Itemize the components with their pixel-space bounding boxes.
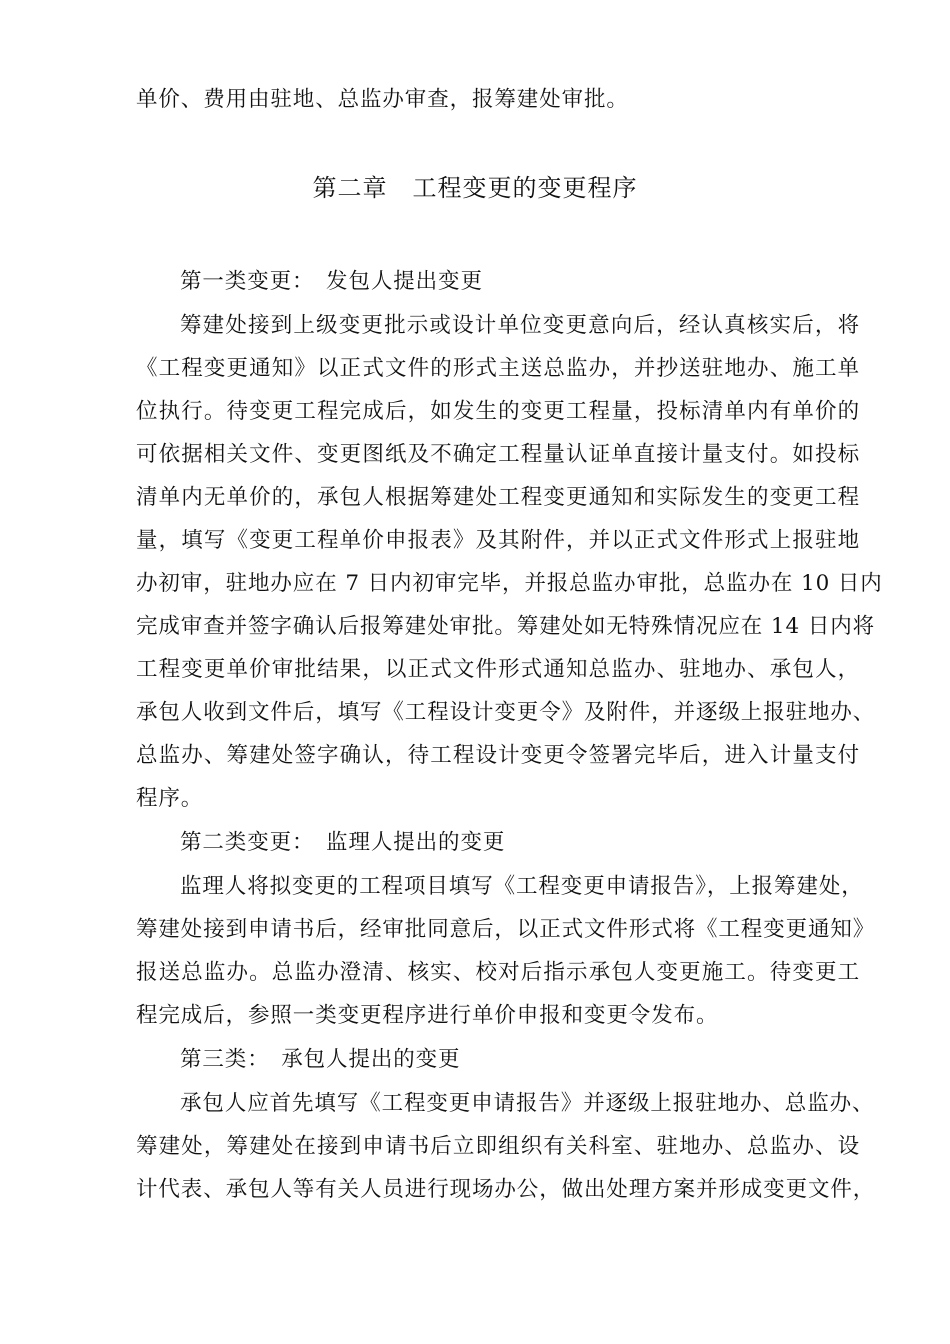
paragraph-line: 位执行。待变更工程完成后，如发生的变更工程量，投标清单内有单价的 [136,399,860,424]
section-title-1: 第一类变更： 发包人提出变更 [180,269,483,294]
paragraph-line: 监理人将拟变更的工程项目填写《工程变更申请报告》，上报筹建处， [180,874,864,899]
paragraph-line: 可依据相关文件、变更图纸及不确定工程量认证单直接计量支付。如投标 [136,442,860,467]
paragraph-line: 程完成后，参照一类变更程序进行单价申报和变更令发布。 [136,1003,719,1028]
section-title-3: 第三类： 承包人提出的变更 [180,1047,461,1072]
chapter-heading: 第二章 工程变更的变更程序 [312,174,638,202]
section-title-2: 第二类变更： 监理人提出的变更 [180,830,506,855]
paragraph-line: 筹建处接到上级变更批示或设计单位变更意向后，经认真核实后，将 [180,313,860,338]
paragraph-line: 报送总监办。总监办澄清、核实、校对后指示承包人变更施工。待变更工 [136,960,860,985]
paragraph-line: 清单内无单价的，承包人根据筹建处工程变更通知和实际发生的变更工程 [136,485,860,510]
paragraph-line: 量，填写《变更工程单价申报表》及其附件，并以正式文件形式上报驻地 [136,528,860,553]
paragraph-line: 办初审，驻地办应在 7 日内初审完毕，并报总监办审批，总监办在 10 日内 [136,571,883,596]
paragraph-line: 承包人收到文件后，填写《工程设计变更令》及附件，并逐级上报驻地办、 [136,700,876,725]
paragraph-line: 计代表、承包人等有关人员进行现场办公，做出处理方案并形成变更文件， [136,1177,876,1202]
paragraph-line: 完成审查并签字确认后报筹建处审批。筹建处如无特殊情况应在 14 日内将 [136,614,876,639]
paragraph-line: 总监办、筹建处签字确认，待工程设计变更令签署完毕后，进入计量支付 [136,743,860,768]
paragraph-line: 承包人应首先填写《工程变更申请报告》并逐级上报驻地办、总监办、 [180,1091,875,1116]
paragraph-line: 程序。 [136,786,204,811]
paragraph-line: 工程变更单价审批结果，以正式文件形式通知总监办、驻地办、承包人， [136,657,860,682]
paragraph-line: 筹建处接到申请书后，经审批同意后，以正式文件形式将《工程变更通知》 [136,917,876,942]
paragraph-line: 《工程变更通知》以正式文件的形式主送总监办，并抄送驻地办、施工单 [136,356,860,381]
body-text-line: 单价、费用由驻地、总监办审查，报筹建处审批。 [136,87,629,112]
paragraph-line: 筹建处，筹建处在接到申请书后立即组织有关科室、驻地办、总监办、设 [136,1134,860,1159]
